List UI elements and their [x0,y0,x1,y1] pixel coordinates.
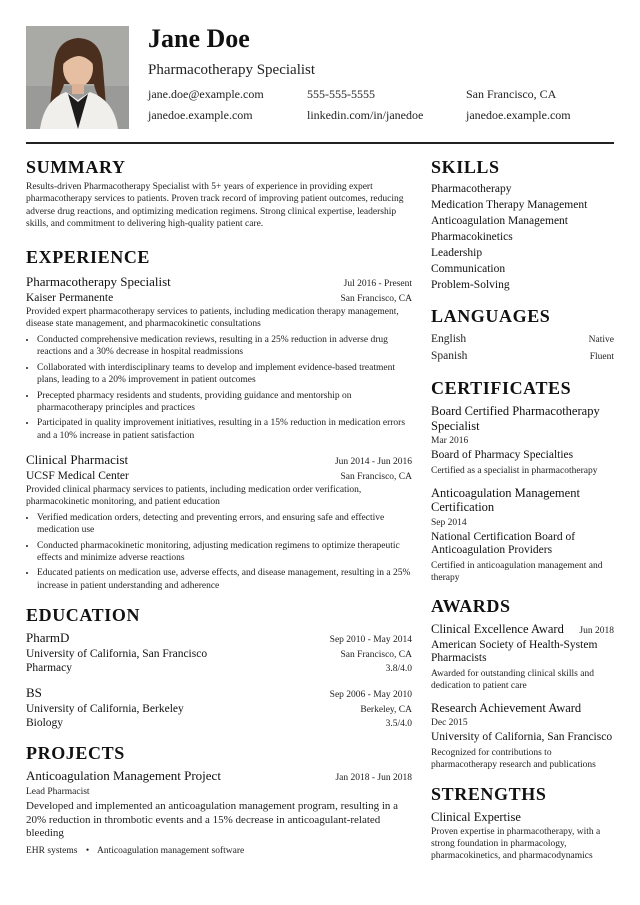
section-heading: PROJECTS [26,743,125,764]
degree: PharmD [26,630,70,646]
field-of-study: Biology [26,717,64,730]
section-heading: STRENGTHS [431,783,547,804]
section-heading: AWARDS [431,595,511,616]
skill-item: Leadership [431,247,483,259]
section-heading: SUMMARY [26,157,126,177]
side-column [431,156,614,862]
candidate-title: Pharmacotherapy Specialist [148,62,316,78]
certificate-date: Mar 2016 [431,436,469,446]
phone-number[interactable]: 555-555-5555 [307,87,375,101]
job-location: San Francisco, CA [340,472,412,483]
experience-entry [26,452,412,592]
achievement-item: • Collaborated with interdisciplinary teams to develop and implement evidence-based treatment plans, leading to a 20% improvement in patient outcomes [37,362,412,387]
tool-tag: EHR systems [26,845,78,856]
skill-item: Pharmacotherapy [431,183,512,195]
award-description: Awarded for outstanding clinical skills and dedication to patient care [431,668,594,691]
award-entry [431,701,614,771]
achievement-item: • Participated in quality improvement initiatives, resulting in a 15% reduction in medication errors and a 10% increase in patient satisfaction [37,417,412,442]
job-location: San Francisco, CA [340,294,412,305]
field-of-study: Pharmacy [26,662,72,675]
project-tools [26,845,412,857]
certificate-title: Anticoagulation Management Certification [431,485,580,514]
experience-entry [26,274,412,442]
profile-photo [26,26,129,129]
achievement-list [26,512,412,592]
award-entry [431,622,614,692]
language-level: Native [588,335,614,345]
location: San Francisco, CA [466,87,557,101]
achievement-list [26,334,412,442]
experience-section [26,246,412,592]
skill-item: Pharmacokinetics [431,231,513,243]
project-entry [26,768,412,857]
award-date: Jun 2018 [579,625,614,636]
education-entry [26,630,412,674]
achievement-item: • Conducted pharmacokinetic monitoring, adjusting medication regimens to optimize therapeutic effects and minimize adverse reactions [37,540,412,565]
gpa: 3.5/4.0 [385,719,412,730]
header-divider [26,142,614,144]
education-entry [26,685,412,729]
education-dates: Sep 2010 - May 2014 [329,635,412,646]
award-issuer: University of California, San Francisco [431,731,613,743]
job-title: Clinical Pharmacist [26,452,129,468]
school-name: University of California, San Francisco [26,648,208,661]
job-description: Provided clinical pharmacy services to patients, including medication order verification, pharmacokinetic monitoring, and patient education [26,485,362,508]
language-item [431,348,614,365]
certificates-section [431,377,614,584]
school-name: University of California, Berkeley [26,703,184,716]
degree: BS [26,685,42,701]
certificate-title: Board Certified Pharmacotherapy Specialist [431,404,600,433]
job-dates: Jul 2016 - Present [343,279,412,290]
section-heading: LANGUAGES [431,306,551,326]
skill-item: Problem-Solving [431,279,510,291]
achievement-item: • Educated patients on medication use, adverse effects, and disease management, resulting in a 25% increase in patient understanding and adherence [37,567,412,592]
skill-item: Anticoagulation Management [431,215,569,227]
certificate-entry [431,486,614,584]
certificate-description: Certified in anticoagulation management and therapy [431,560,603,583]
section-heading: CERTIFICATES [431,378,572,398]
summary-text: Results-driven Pharmacotherapy Specialist with 5+ years of experience in providing expert pharmacotherapy services to patients. Proven track record of improving patient outcomes, reducing adverse drug reactions, and optimizing medication regimens. Strong clinical expertise, leadership skills, and commitment to delivering high-quality patient care. [26,182,404,229]
tool-separator: • [85,845,90,856]
school-location: San Francisco, CA [340,650,412,661]
section-heading: EDUCATION [26,605,141,626]
strengths-section [431,783,614,863]
strength-title: Clinical Expertise [431,809,521,824]
email-link[interactable]: jane.doe@example.com [148,87,264,101]
award-issuer: American Society of Health-System Pharmacists [431,638,598,664]
skill-item: Medication Therapy Management [431,199,588,211]
certificate-entry [431,404,614,477]
certificate-date: Sep 2014 [431,517,467,528]
achievement-item: • Conducted comprehensive medication reviews, resulting in a 25% reduction in adverse drug reactions and a 30% decrease in hospital readmissions [37,334,412,359]
job-title: Pharmacotherapy Specialist [26,274,171,290]
certificate-issuer: Board of Pharmacy Specialties [431,449,574,461]
main-column [26,156,412,857]
project-description: Developed and implemented an anticoagulation management program, resulting in a 20% reduction in thrombotic events and a 15% decrease in anticoagulant-related bleeding [26,800,399,840]
section-heading: SKILLS [431,157,500,177]
award-title: Research Achievement Award [431,700,582,715]
job-description: Provided expert pharmacotherapy services to patients, including medication therapy management, disease state management, and pharmacokinetic consultations [26,307,399,330]
awards-section [431,595,614,771]
award-title: Clinical Excellence Award [431,621,564,636]
strength-entry [431,810,614,863]
summary-section [26,156,412,230]
avatar-icon [26,26,129,129]
education-section [26,604,412,729]
achievement-item: • Precepted pharmacy residents and students, providing guidance and mentorship on pharmacotherapy principles and practices [37,390,412,415]
skills-section [431,156,614,293]
school-location: Berkeley, CA [360,705,412,716]
languages-section [431,305,614,365]
achievement-item: • Verified medication orders, detecting and preventing errors, and ensuring safe and effective medication use [37,512,412,537]
award-date: Dec 2015 [431,718,468,728]
linkedin-link[interactable]: linkedin.com/in/janedoe [307,108,424,122]
website-link[interactable]: janedoe.example.com [148,108,253,122]
language-item [431,331,614,348]
company-name: UCSF Medical Center [26,470,129,483]
contact-info [148,87,618,123]
project-title: Anticoagulation Management Project [26,768,221,784]
award-description: Recognized for contributions to pharmacotherapy research and publications [431,747,596,770]
skill-item: Communication [431,263,506,275]
section-heading: EXPERIENCE [26,247,151,268]
certificate-issuer: National Certification Board of Anticoagulation Providers [431,530,576,556]
tool-tag: Anticoagulation management software [97,845,245,856]
language-name: English [431,333,467,345]
candidate-name: Jane Doe [148,24,250,53]
education-dates: Sep 2006 - May 2010 [329,690,412,701]
website-link-2[interactable]: janedoe.example.com [466,108,571,122]
project-role: Lead Pharmacist [26,787,90,798]
projects-section [26,742,412,857]
language-level: Fluent [589,352,614,362]
language-name: Spanish [431,350,468,362]
strength-description: Proven expertise in pharmacotherapy, with a strong foundation in pharmacology, pharmacokinetics, and pharmacodynamics [431,827,601,861]
gpa: 3.8/4.0 [385,664,412,675]
certificate-description: Certified as a specialist in pharmacotherapy [431,465,598,476]
company-name: Kaiser Permanente [26,292,114,305]
project-dates: Jan 2018 - Jun 2018 [335,773,412,784]
job-dates: Jun 2014 - Jun 2016 [334,457,412,468]
